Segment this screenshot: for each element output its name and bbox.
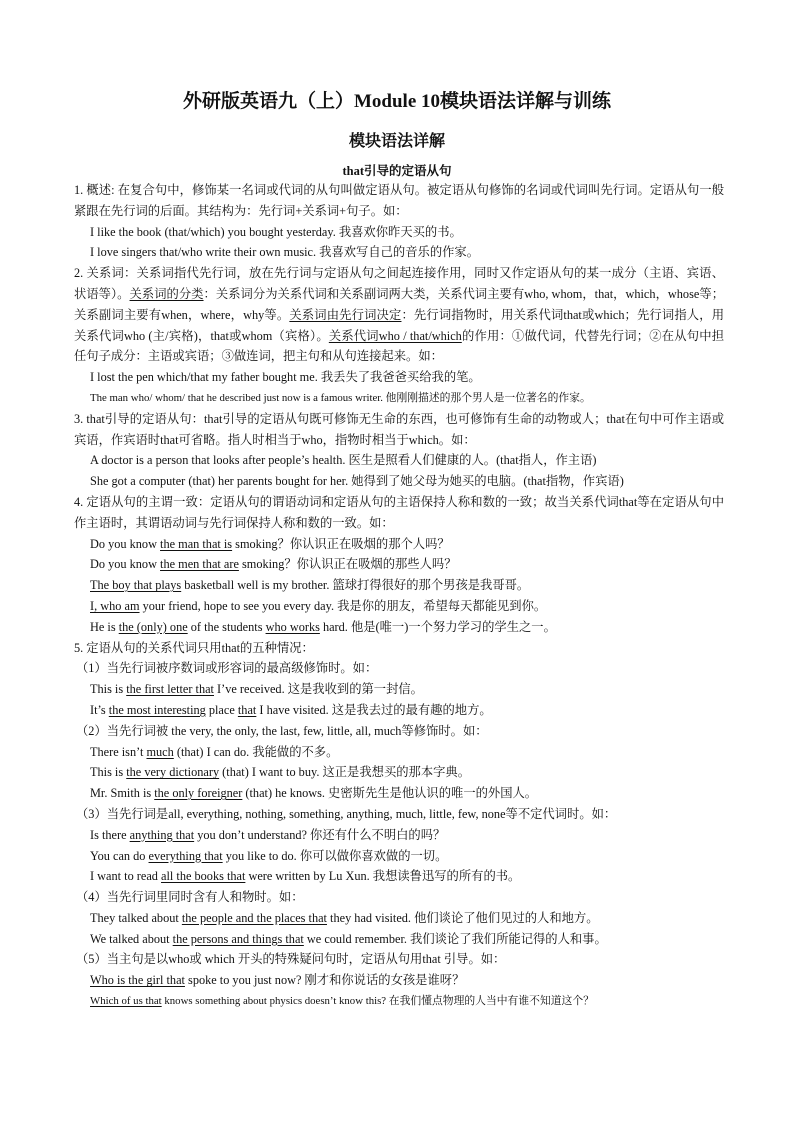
- text-run: your friend, hope to see you every day. 我是你的朋友，希望每天都能见到你。: [139, 598, 547, 613]
- text-run: We talked about: [90, 931, 173, 946]
- example-sentence: [74, 866, 724, 887]
- text-run: You can do: [90, 848, 149, 863]
- section-heading: that引导的定语从句: [342, 164, 452, 178]
- text-run: I want to read: [90, 869, 162, 884]
- text-run: you don’t understand? 你还有什么不明白的吗？: [194, 827, 446, 842]
- example-sentence: [74, 846, 724, 867]
- example-sentence: I like the book (that/which) you bought yesterday. 我喜欢你昨天买的书。: [90, 224, 462, 239]
- underlined-term: 关系词由先行词决定: [289, 307, 402, 322]
- text-run: Do you know: [90, 557, 161, 572]
- underlined-phrase: the very dictionary: [126, 765, 220, 780]
- case-heading: （5）当主句是以who或 which 开头的特殊疑问句时，定语从句用that 引导。如：: [76, 952, 506, 967]
- underlined-phrase: who works: [265, 619, 320, 634]
- example-sentence: [74, 762, 724, 783]
- example-sentence: I love singers that/who write their own music. 我喜欢写自己的音乐的作家。: [90, 245, 480, 260]
- underlined-phrase: all the books that: [161, 869, 246, 884]
- text-run: smoking？你认识正在吸烟的那个人吗？: [232, 536, 450, 551]
- text-run: (that) I can do. 我能做的不多。: [173, 744, 339, 759]
- text-run: you like to do. 你可以做你喜欢做的一切。: [222, 848, 448, 863]
- text-run: 2. 关系词：关系词指代先行词，放在先行词与定语从句之间起连接作用，同时又作定语从句的某一成分（主语、宾语、状语等）。: [74, 266, 724, 301]
- paragraph-overview: 1. 概述: 在复合句中，修饰某一名词或代词的从句叫做定语从句。被定语从句修饰的名词或代词叫先行词。定语从句一般紧跟在先行词的后面。其结构为：先行词+关系词+句子。如：: [74, 183, 724, 218]
- underlined-phrase: much: [146, 744, 174, 759]
- example-sentence: [74, 617, 724, 638]
- text-run: were written by Lu Xun. 我想读鲁迅写的所有的书。: [245, 869, 521, 884]
- text-run: hard. 他是(唯一)一个努力学习的学生之一。: [319, 619, 556, 634]
- text-run: (that) I want to buy. 这正是我想买的那本字典。: [219, 765, 471, 780]
- example-sentence: [74, 991, 724, 1012]
- text-run: This is: [90, 682, 127, 697]
- text-run: of the students: [187, 619, 266, 634]
- text-run: spoke to you just now? 刚才和你说话的女孩是谁呀？: [184, 973, 465, 988]
- text-run: basketball well is my brother. 篮球打得很好的那个男孩是我哥哥。: [181, 578, 530, 593]
- underlined-phrase: the persons and things that: [172, 931, 304, 946]
- text-run: knows something about physics doesn’t know this? 在我们懂点物理的人当中有谁不知道这个？: [161, 995, 594, 1008]
- example-sentence: A doctor is a person that looks after people’s health. 医生是照看人们健康的人。(that指人，作主语): [90, 453, 597, 468]
- paragraph-that-clause: 3. that引导的定语从句：that引导的定语从句既可修饰无生命的东西，也可修饰有生命的动物或人；that在句中可作主语或宾语，作宾语时that可省略。指人时相当于who，指物时相当于which。如：: [74, 411, 724, 447]
- example-sentence: [74, 554, 724, 575]
- example-sentence: [74, 679, 724, 700]
- text-run: They talked about: [90, 910, 182, 925]
- paragraph-five-cases: 5. 定语从句的关系代词只用that的五种情况：: [74, 640, 314, 655]
- example-sentence: [74, 534, 724, 555]
- text-run: ：先行词指物时，用关系代词that或which；先行词指人，用关系代词who (主/宾格)，that或whom（宾格）。: [74, 307, 724, 343]
- underlined-phrase: Which of us that: [90, 995, 162, 1008]
- paragraph-relative-words: [74, 263, 724, 367]
- underlined-phrase: The boy that plays: [90, 578, 182, 593]
- text-run: place: [205, 702, 238, 717]
- example-sentence: [74, 783, 724, 804]
- example-sentence: [74, 700, 724, 721]
- underlined-phrase: that: [237, 702, 257, 717]
- text-run: Do you know: [90, 536, 161, 551]
- underlined-phrase: the people and the places that: [181, 910, 327, 925]
- text-run: This is: [90, 765, 127, 780]
- example-sentence: I lost the pen which/that my father bought me. 我丢失了我爸爸买给我的笔。: [90, 370, 481, 385]
- example-sentence: [74, 929, 724, 950]
- text-run: He is: [90, 619, 119, 634]
- underlined-phrase: the men that are: [160, 557, 239, 572]
- underlined-phrase: the man that is: [160, 536, 233, 551]
- example-sentence: The man who/ whom/ that he described just now is a famous writer. 他刚刚描述的那个男人是一位著名的作家。: [90, 391, 591, 404]
- underlined-phrase: the first letter that: [126, 682, 214, 697]
- underlined-term: 关系词的分类: [129, 286, 204, 301]
- example-sentence: [74, 970, 724, 991]
- document-body: [74, 180, 724, 1012]
- example-sentence: [74, 742, 724, 763]
- case-heading: （2）当先行词被 the very, the only, the last, few, little, all, much等修饰时。如：: [76, 723, 488, 738]
- document-title: 外研版英语九（上）Module 10模块语法详解与训练: [182, 91, 612, 112]
- text-run: smoking？你认识正在吸烟的那些人吗？: [238, 557, 457, 572]
- underlined-phrase: the (only) one: [118, 619, 188, 634]
- text-run: ：关系词分为关系代词和关系副词两大类，关系代词主要有who, whom，that，which，whose等；关系副词主要有when，where，why等。: [74, 286, 724, 322]
- underlined-phrase: Who is the girl that: [90, 973, 185, 988]
- text-run: Mr. Smith is: [90, 786, 155, 801]
- text-run: Is there: [90, 827, 130, 842]
- underlined-phrase: the only foreigner: [154, 786, 243, 801]
- text-run: I’ve received. 这是我收到的第一封信。: [213, 682, 423, 697]
- underlined-phrase: everything that: [148, 848, 223, 863]
- case-heading: （3）当先行词是all, everything, nothing, something, anything, much, little, few, none等不定代词时。如：: [76, 806, 617, 821]
- paragraph-agreement: 4. 定语从句的主谓一致：定语从句的谓语动词和定语从句的主语保持人称和数的一致；故当关系代词that等在定语从句中作主语时，其谓语动词与先行词保持人称和数的一致。如：: [74, 494, 724, 530]
- text-run: they had visited. 他们谈论了他们见过的人和地方。: [326, 910, 599, 925]
- text-run: There isn’t: [90, 744, 147, 759]
- example-sentence: [74, 908, 724, 929]
- underlined-term: 关系代词who / that/which: [328, 328, 462, 343]
- document-subtitle: 模块语法详解: [348, 133, 445, 150]
- example-sentence: She got a computer (that) her parents bought for her. 她得到了她父母为她买的电脑。(that指物，作宾语): [90, 474, 624, 489]
- underlined-phrase: the most interesting: [108, 702, 206, 717]
- example-sentence: [74, 575, 724, 596]
- text-run: (that) he knows. 史密斯先生是他认识的唯一的外国人。: [242, 786, 538, 801]
- text-run: 的作用：①做代词，代替先行词；②在从句中担任句子成分：主语或宾语；③做连词，把主句和从句连接起来。如：: [74, 328, 724, 364]
- text-run: I have visited. 这是我去过的最有趣的地方。: [256, 702, 492, 717]
- underlined-phrase: I, who am: [90, 598, 140, 613]
- case-heading: （1）当先行词被序数词或形容词的最高级修饰时。如：: [76, 661, 378, 676]
- example-sentence: [74, 825, 724, 846]
- underlined-phrase: anything that: [129, 827, 195, 842]
- example-sentence: [74, 596, 724, 617]
- case-heading: （4）当先行词里同时含有人和物时。如：: [76, 890, 304, 905]
- text-run: we could remember. 我们谈论了我们所能记得的人和事。: [303, 931, 607, 946]
- text-run: It’s: [90, 702, 109, 717]
